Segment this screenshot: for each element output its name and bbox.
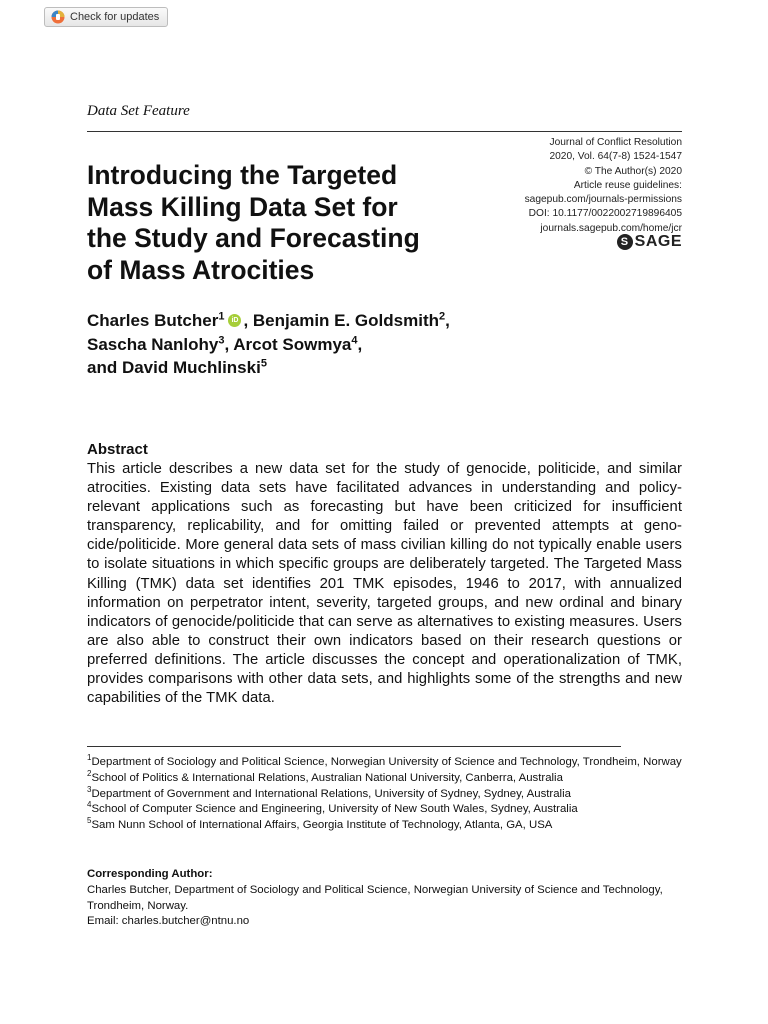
affiliation-number: 3 [87, 784, 92, 794]
journal-homepage-link[interactable]: journals.sagepub.com/home/jcr [540, 222, 682, 234]
author-separator: , [357, 334, 363, 354]
check-for-updates-label: Check for updates [70, 11, 160, 23]
permissions-link[interactable]: sagepub.com/journals-permissions [524, 194, 682, 206]
abstract-heading: Abstract [87, 441, 148, 458]
affiliation-text: School of Computer Science and Engineering, University of New South Wales, Sydney, Australia [91, 803, 578, 816]
crossmark-icon [51, 10, 65, 24]
journal-name: Journal of Conflict Resolution [549, 137, 682, 148]
affiliation-item [87, 802, 682, 818]
title-line: Mass Killing Data Set for [87, 191, 398, 222]
affiliation-item [87, 818, 682, 834]
orcid-icon[interactable]: iD [228, 314, 241, 327]
doi-link[interactable]: DOI: 10.1177/0022002719896405 [528, 208, 682, 220]
author-affiliation-ref: 3 [218, 333, 225, 346]
reuse-guidelines-label: Article reuse guidelines: [573, 179, 682, 191]
title-line: Introducing the Targeted [87, 160, 398, 190]
section-label: Data Set Feature [87, 103, 190, 119]
abstract-body: This article describes a new data set for the study of genocide, politicide, and similar atrocities. Existing data sets have facilitated advances in understanding and policy-relevant applications such as forecasting but have been criticized for insufficient transparency, replicability, and for omitting failed or prevented attempts at geno-cide/politicide. More general data sets of mass civilian killing do not typically enable users to isolate situations in which specific groups are deliberately targeted. The Targeted Mass Killing (TMK) data set identifies 201 TMK episodes, 1946 to 2017, with annualized information on perpetrator intent, severity, targeted groups, and new ordinal and binary indicators of genocide/politicide that can serve as alternatives to existing measures. Users are also able to construct their own indicators based on their research questions or preferred definitions. The article discusses the concept and operationalization of TMK, provides comparisons with other data sets, and highlights some of the strengths and new capabilities of the TMK data. [87, 461, 682, 707]
author-affiliation-ref: 4 [351, 333, 358, 346]
author-separator: , [243, 311, 253, 330]
copyright-line: © The Author(s) 2020 [584, 165, 682, 177]
affiliation-item [87, 755, 682, 771]
author-affiliation-ref: 2 [439, 310, 446, 323]
affiliation-text: Department of Government and International Relations, University of Sydney, Sydney, Australia [91, 787, 571, 800]
affiliation-number: 4 [87, 800, 92, 810]
sage-mark-icon: S [617, 234, 633, 250]
top-divider [87, 131, 682, 132]
corresponding-author-heading: Corresponding Author: [87, 868, 213, 880]
author-separator: , [224, 334, 234, 354]
footnote-divider [87, 746, 621, 747]
affiliation-number: 5 [87, 816, 92, 826]
author-separator: , [445, 311, 450, 330]
author-affiliation-ref: 1 [218, 310, 225, 323]
affiliation-text: Department of Sociology and Political Science, Norwegian University of Science and Technology, Trondheim, Norway [91, 756, 682, 768]
affiliation-text: School of Politics & International Relations, Australian National University, Canberra, Australia [91, 771, 563, 784]
article-title [87, 160, 497, 286]
author-affiliation-ref: 5 [260, 357, 267, 370]
corresponding-author-address: Charles Butcher, Department of Sociology and Political Science, Norwegian University of Science and Technology, Trondheim, Norway. [87, 883, 663, 912]
affiliation-number: 1 [87, 753, 92, 763]
author-name[interactable]: Benjamin E. Goldsmith [252, 311, 439, 330]
affiliation-list [87, 755, 682, 834]
check-for-updates-button[interactable] [44, 7, 168, 27]
sage-logo-text: SAGE [634, 233, 682, 250]
author-list [87, 309, 687, 380]
author-name[interactable]: Charles Butcher [87, 311, 219, 330]
affiliation-item [87, 784, 682, 803]
author-name[interactable]: David Muchlinski [121, 358, 261, 377]
affiliation-text: Sam Nunn School of International Affairs, Georgia Institute of Technology, Atlanta, GA, USA [91, 819, 553, 832]
title-line: of Mass Atrocities [87, 254, 315, 285]
sage-logo [617, 233, 682, 251]
author-conjunction: and [87, 358, 122, 377]
corresponding-author-email[interactable]: Email: charles.butcher@ntnu.no [87, 915, 250, 928]
author-name[interactable]: Sascha Nanlohy [87, 334, 219, 354]
affiliation-number: 2 [87, 769, 92, 778]
author-name[interactable]: Arcot Sowmya [233, 334, 352, 354]
journal-volume: 2020, Vol. 64(7-8) 1524-1547 [549, 151, 682, 163]
title-line: the Study and Forecasting [87, 223, 420, 253]
corresponding-author [87, 867, 682, 930]
affiliation-item [87, 771, 682, 787]
